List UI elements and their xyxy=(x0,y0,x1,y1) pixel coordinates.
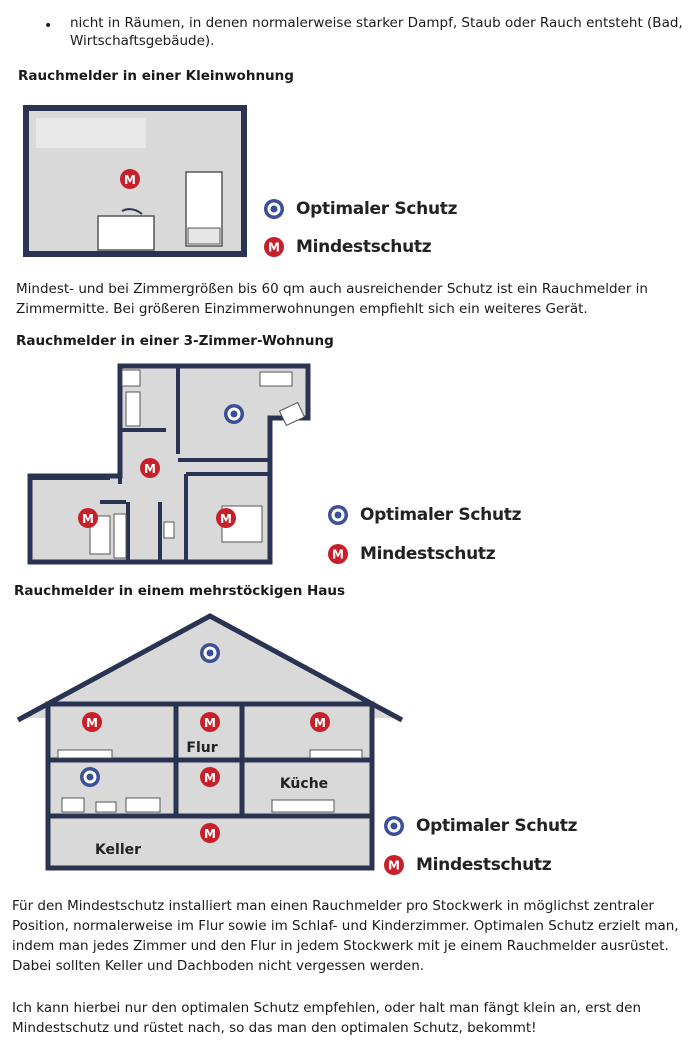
svg-text:M: M xyxy=(220,512,232,526)
legend-optimal-label: Optimaler Schutz xyxy=(360,505,522,525)
paragraph-empfehlung: Ich kann hierbei nur den optimalen Schutz empfehlen, oder halt man fängt klein an, erst den Mindestschutz und rüstet nach, so das man den optimalen Schutz, bekommt! xyxy=(12,1000,642,1036)
optimal-marker-icon xyxy=(326,503,350,527)
svg-text:M: M xyxy=(124,173,136,187)
label-kueche: Küche xyxy=(279,776,329,792)
bathtub-shape xyxy=(114,514,126,558)
svg-text:M: M xyxy=(268,240,280,255)
legend-optimal xyxy=(382,814,577,838)
minimum-marker xyxy=(310,712,330,732)
minimum-marker xyxy=(140,458,160,478)
floorplan-kleinwohnung xyxy=(22,104,248,258)
legend-minimum xyxy=(382,853,551,877)
minimum-marker xyxy=(82,712,102,732)
svg-text:M: M xyxy=(82,512,94,526)
minimum-marker xyxy=(200,712,220,732)
optimal-marker xyxy=(200,643,220,663)
minimum-marker xyxy=(78,508,98,528)
legend-optimal xyxy=(326,503,521,527)
legend-minimum-label: Mindestschutz xyxy=(360,544,496,564)
label-keller: Keller xyxy=(94,842,142,858)
minimum-marker xyxy=(120,169,140,189)
minimum-marker xyxy=(200,767,220,787)
bullet-dot: • xyxy=(44,18,53,34)
minimum-marker xyxy=(216,508,236,528)
sofa-shape xyxy=(260,372,292,386)
minimum-marker-icon xyxy=(382,853,406,877)
optimal-marker xyxy=(80,767,100,787)
paragraph-mindestschutz: Für den Mindestschutz installiert man einen Rauchmelder pro Stockwerk in möglichst zentraler Position, normalerweise im Flur sowie im Schlaf- und Kinderzimmer. Optimalen Schutz erzielt man, indem man jedes Zimmer und den Flur in jedem Stockwerk mit je einem Rauchmelder ausrüstet. Dabei sollten Keller und Dachboden nicht vergessen werden. xyxy=(12,898,679,974)
legend-minimum xyxy=(262,235,431,259)
minimum-marker-icon xyxy=(326,542,350,566)
section-heading-kleinwohnung: Rauchmelder in einer Kleinwohnung xyxy=(18,68,294,84)
optimal-marker-icon xyxy=(382,814,406,838)
svg-text:M: M xyxy=(204,771,216,785)
label-flur: Flur xyxy=(186,740,218,756)
optimal-marker xyxy=(224,404,244,424)
floorplan-3-zimmer xyxy=(26,362,316,568)
legend-minimum-label: Mindestschutz xyxy=(296,237,432,257)
legend-minimum xyxy=(326,542,495,566)
svg-text:M: M xyxy=(332,547,344,562)
svg-text:M: M xyxy=(314,716,326,730)
svg-text:M: M xyxy=(144,462,156,476)
legend-optimal-label: Optimaler Schutz xyxy=(296,199,458,219)
svg-text:M: M xyxy=(204,827,216,841)
house-cross-section xyxy=(14,612,406,874)
svg-text:M: M xyxy=(86,716,98,730)
svg-text:M: M xyxy=(204,716,216,730)
section-heading-mehrstoeckig: Rauchmelder in einem mehrstöckigen Haus xyxy=(14,583,346,599)
table-shape xyxy=(98,216,154,250)
section-heading-3-zimmer: Rauchmelder in einer 3-Zimmer-Wohnung xyxy=(16,333,334,349)
minimum-marker xyxy=(200,823,220,843)
caption-kleinwohnung: Mindest- und bei Zimmergrößen bis 60 qm auch ausreichender Schutz ist ein Rauchmelder in Zimmermitte. Bei größeren Einzimmerwohnungen empfiehlt sich ein weiteres Gerät. xyxy=(16,281,648,317)
legend-optimal xyxy=(262,197,457,221)
legend-optimal-label: Optimaler Schutz xyxy=(416,816,578,836)
optimal-marker-icon xyxy=(262,197,286,221)
legend-minimum-label: Mindestschutz xyxy=(416,855,552,875)
intro-bullet-text: nicht in Räumen, in denen normalerweise starker Dampf, Staub oder Rauch entsteht (Bad, Wirtschaftsgebäude). xyxy=(70,15,683,49)
minimum-marker-icon xyxy=(262,235,286,259)
svg-text:M: M xyxy=(388,858,400,873)
